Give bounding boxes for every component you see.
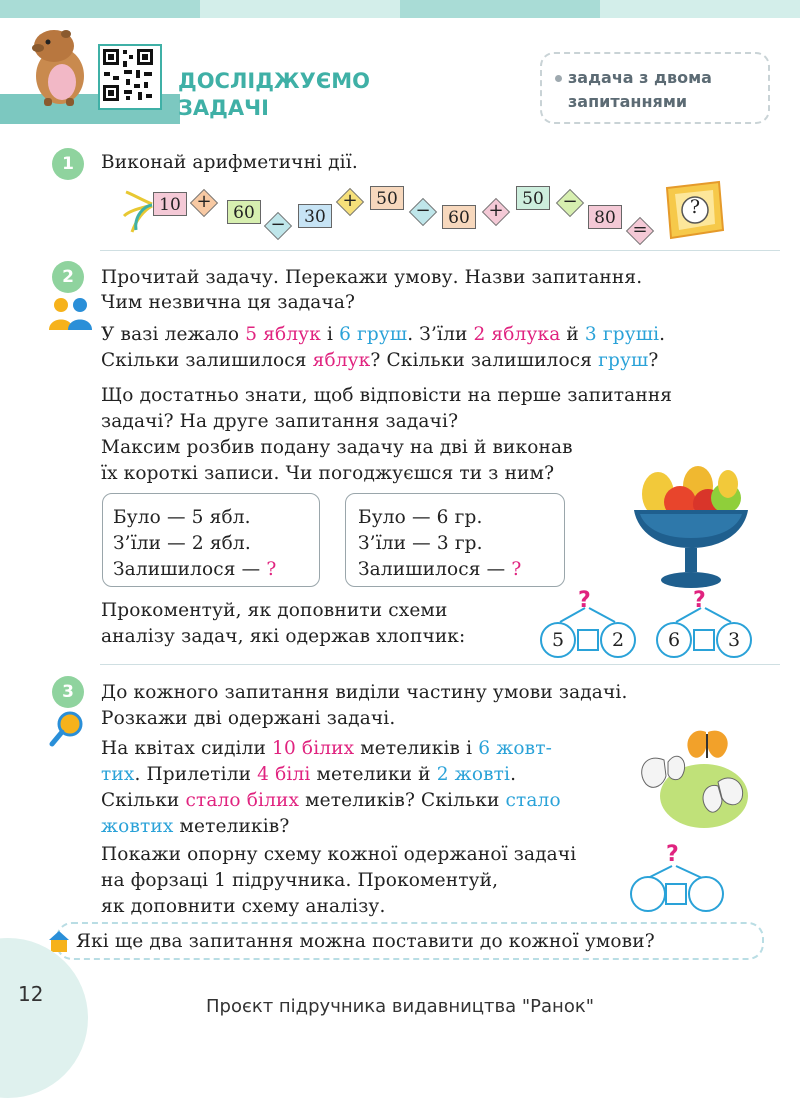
task1-text: Виконай арифметичні дії. (101, 152, 358, 173)
scheme2-sign-box (693, 629, 715, 651)
scheme2-right-circle: 3 (716, 622, 752, 658)
bonus-question: Які ще два запитання можна поставити до кожної умови? (76, 931, 655, 952)
record2-line1: Було — 6 гр. (358, 507, 483, 528)
topic-title (178, 68, 370, 122)
task3-problem-line1: На квітах сиділи 10 білих метеликів і 6 жовт- (101, 738, 553, 759)
subtopic-line1: задача з двома (568, 68, 712, 87)
subtopic-text (568, 66, 712, 114)
record2-line2: З’їли — 3 гр. (358, 533, 483, 554)
divider-2 (100, 664, 780, 665)
task-number-1: 1 (52, 148, 84, 180)
task2-p3-line1: Прокоментуй, як доповнити схеми (101, 600, 448, 621)
chain-box-7: 80 (588, 205, 622, 229)
record2-line3: Залишилося — ? (358, 559, 522, 580)
scheme1-sign-box (577, 629, 599, 651)
top-stripe-1 (0, 0, 200, 18)
footer-text: Проєкт підручника видавництва "Ранок" (205, 996, 594, 1017)
chain-op-1: + (196, 191, 212, 212)
top-stripe-2 (200, 0, 400, 18)
capybara-mascot-icon (22, 24, 94, 108)
task2-p2-line2: задачі? На друге запитання задачі? (101, 411, 459, 432)
scheme1-left-circle: 5 (540, 622, 576, 658)
task2-line1: Прочитай задачу. Перекажи умову. Назви запитання. (101, 267, 643, 288)
page-number: 12 (18, 982, 44, 1006)
task2-p3-line2: аналізу задач, які одержав хлопчик: (101, 626, 466, 647)
task3-p2-line1: Покажи опорну схему кожної одержаної задачі (101, 844, 577, 865)
task2-p2-line4: їх короткі записи. Чи погоджуєшся ти з ним? (101, 463, 555, 484)
task2-problem-line2: Скільки залишилося яблук? Скільки залишилося груш? (101, 350, 659, 371)
task-number-3: 3 (52, 676, 84, 708)
chain-box-3: 30 (298, 204, 332, 228)
chain-op-7: = (632, 219, 648, 240)
scheme3-question: ? (666, 842, 679, 867)
pair-work-icon (48, 296, 94, 332)
scheme2-question: ? (693, 588, 706, 613)
topic-title-line2: ЗАДАЧІ (178, 96, 269, 120)
chain-box-1: 10 (153, 192, 187, 216)
chain-op-5: + (488, 200, 504, 221)
kite-answer: ? (689, 196, 701, 218)
topic-title-line1: ДОСЛІДЖУЄМО (178, 69, 370, 93)
task2-p2-line3: Максим розбив подану задачу на дві й виконав (101, 437, 573, 458)
task3-problem-line2: тих. Прилетіли 4 білі метелики й 2 жовті. (101, 764, 517, 785)
chain-op-4: − (415, 200, 431, 221)
subtopic-line2: запитаннями (568, 92, 688, 111)
scheme1-right-circle: 2 (600, 622, 636, 658)
record1-line1: Було — 5 ябл. (113, 507, 251, 528)
task3-problem-line3: Скільки стало білих метеликів? Скільки стало (101, 790, 561, 811)
record1-line3: Залишилося — ? (113, 559, 277, 580)
scheme3-sign-box (665, 883, 687, 905)
scheme3-right-circle (688, 876, 724, 912)
qr-code[interactable] (98, 44, 162, 110)
chain-box-6: 50 (516, 186, 550, 210)
task3-problem-line4: жовтих метеликів? (101, 816, 290, 837)
divider-1 (100, 250, 780, 251)
scheme1-question: ? (578, 588, 591, 613)
task2-line2: Чим незвична ця задача? (101, 292, 356, 313)
task-number-2: 2 (52, 261, 84, 293)
scheme3-left-circle (630, 876, 666, 912)
kite-tail-icon (122, 190, 154, 236)
record1-line2: З’їли — 2 ябл. (113, 533, 251, 554)
chain-op-3: + (342, 190, 358, 211)
task2-problem-line1: У вазі лежало 5 яблук і 6 груш. З’їли 2 яблука й 3 груші. (101, 324, 666, 345)
chain-box-2: 60 (227, 200, 261, 224)
bullet-dot-icon (555, 75, 562, 82)
page-corner-circle (0, 938, 88, 1098)
task3-line1: До кожного запитання виділи частину умови задачі. (101, 682, 628, 703)
task2-p2-line1: Що достатньо знати, щоб відповісти на перше запитання (101, 385, 673, 406)
fruit-bowl-icon (628, 464, 754, 594)
chain-op-2: − (270, 214, 286, 235)
task3-p2-line3: як доповнити схему аналізу. (101, 896, 386, 917)
task3-line2: Розкажи дві одержані задачі. (101, 708, 396, 729)
magnifier-icon (48, 710, 84, 750)
chain-box-5: 60 (442, 205, 476, 229)
task3-p2-line2: на форзаці 1 підручника. Прокоментуй, (101, 870, 499, 891)
chain-op-6: − (562, 191, 578, 212)
butterflies-icon (634, 726, 750, 832)
top-stripe-4 (600, 0, 800, 18)
chain-box-4: 50 (370, 186, 404, 210)
top-stripe-3 (400, 0, 600, 18)
scheme2-left-circle: 6 (656, 622, 692, 658)
